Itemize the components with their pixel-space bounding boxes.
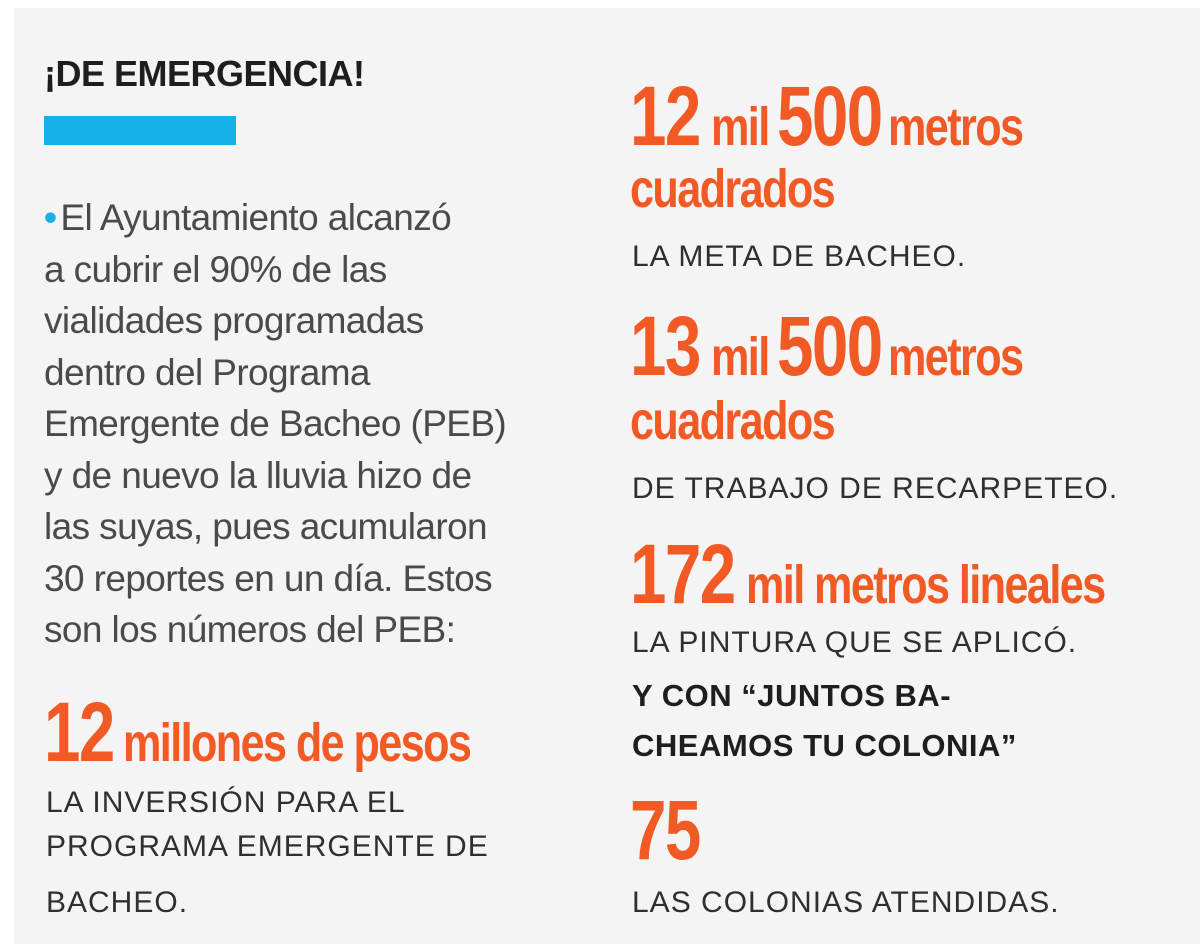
stat-recarpeteo-figure (630, 299, 1056, 393)
bullet-icon: • (44, 197, 57, 238)
intro-line (44, 192, 594, 244)
stat-bacheo-figure (630, 69, 1056, 163)
intro-line: vialidades programadas (44, 300, 424, 341)
stat-investment-caption-line: PROGRAMA EMERGENTE DE (46, 830, 489, 863)
intro-line: las suyas, pues acumularon (44, 506, 488, 547)
stat-investment-caption-line: BACHEO. (46, 886, 189, 919)
stat-number: 13 (630, 299, 700, 393)
stat-investment-figure (44, 685, 558, 779)
stat-unit: cuadrados (630, 391, 835, 451)
stat-bacheo-unit-line (630, 159, 885, 219)
stat-colonias-caption: LAS COLONIAS ATENDIDAS. (632, 886, 1060, 919)
stat-number: 500 (777, 69, 883, 163)
stat-recarpeteo-unit-line (630, 391, 885, 451)
intro-line: dentro del Programa (44, 351, 370, 393)
subheading-line: CHEAMOS TU COLONIA” (632, 728, 1017, 763)
intro-line: Emergente de Bacheo (PEB) (44, 403, 507, 444)
stat-investment-caption-line: LA INVERSIÓN PARA EL (46, 786, 406, 819)
stat-colonias-figure (630, 783, 719, 877)
stat-unit: mil (711, 327, 770, 387)
intro-line: 30 reportes en un día. Estos (44, 557, 493, 599)
intro-paragraph (44, 192, 594, 656)
stat-pintura-figure (630, 527, 1194, 621)
stat-unit: mil (711, 97, 770, 157)
stat-number: 172 (630, 527, 735, 621)
stat-bacheo-caption: LA META DE BACHEO. (632, 240, 967, 273)
intro-line: son los números del PEB: (44, 609, 456, 650)
stat-number: 12 (630, 69, 700, 163)
page-title: ¡DE EMERGENCIA! (44, 53, 365, 94)
intro-text: El Ayuntamiento alcanzó (60, 197, 452, 238)
stat-unit: cuadrados (630, 159, 835, 219)
stat-number: 12 (44, 685, 114, 779)
stat-number: 75 (630, 783, 700, 877)
intro-line: y de nuevo la lluvia hizo de (44, 454, 472, 496)
subheading-line: Y CON “JUNTOS BA- (632, 678, 952, 713)
stat-recarpeteo-caption: DE TRABAJO DE RECARPETEO. (632, 472, 1119, 505)
stat-unit: millones de pesos (123, 713, 471, 773)
title-accent-bar (44, 116, 236, 145)
stat-unit: mil metros lineales (746, 555, 1105, 615)
stat-unit: metros (887, 97, 1023, 157)
stat-unit: metros (887, 327, 1023, 387)
intro-line: a cubrir el 90% de las (44, 248, 387, 290)
stat-number: 500 (777, 299, 883, 393)
stat-pintura-caption: LA PINTURA QUE SE APLICÓ. (632, 626, 1078, 659)
